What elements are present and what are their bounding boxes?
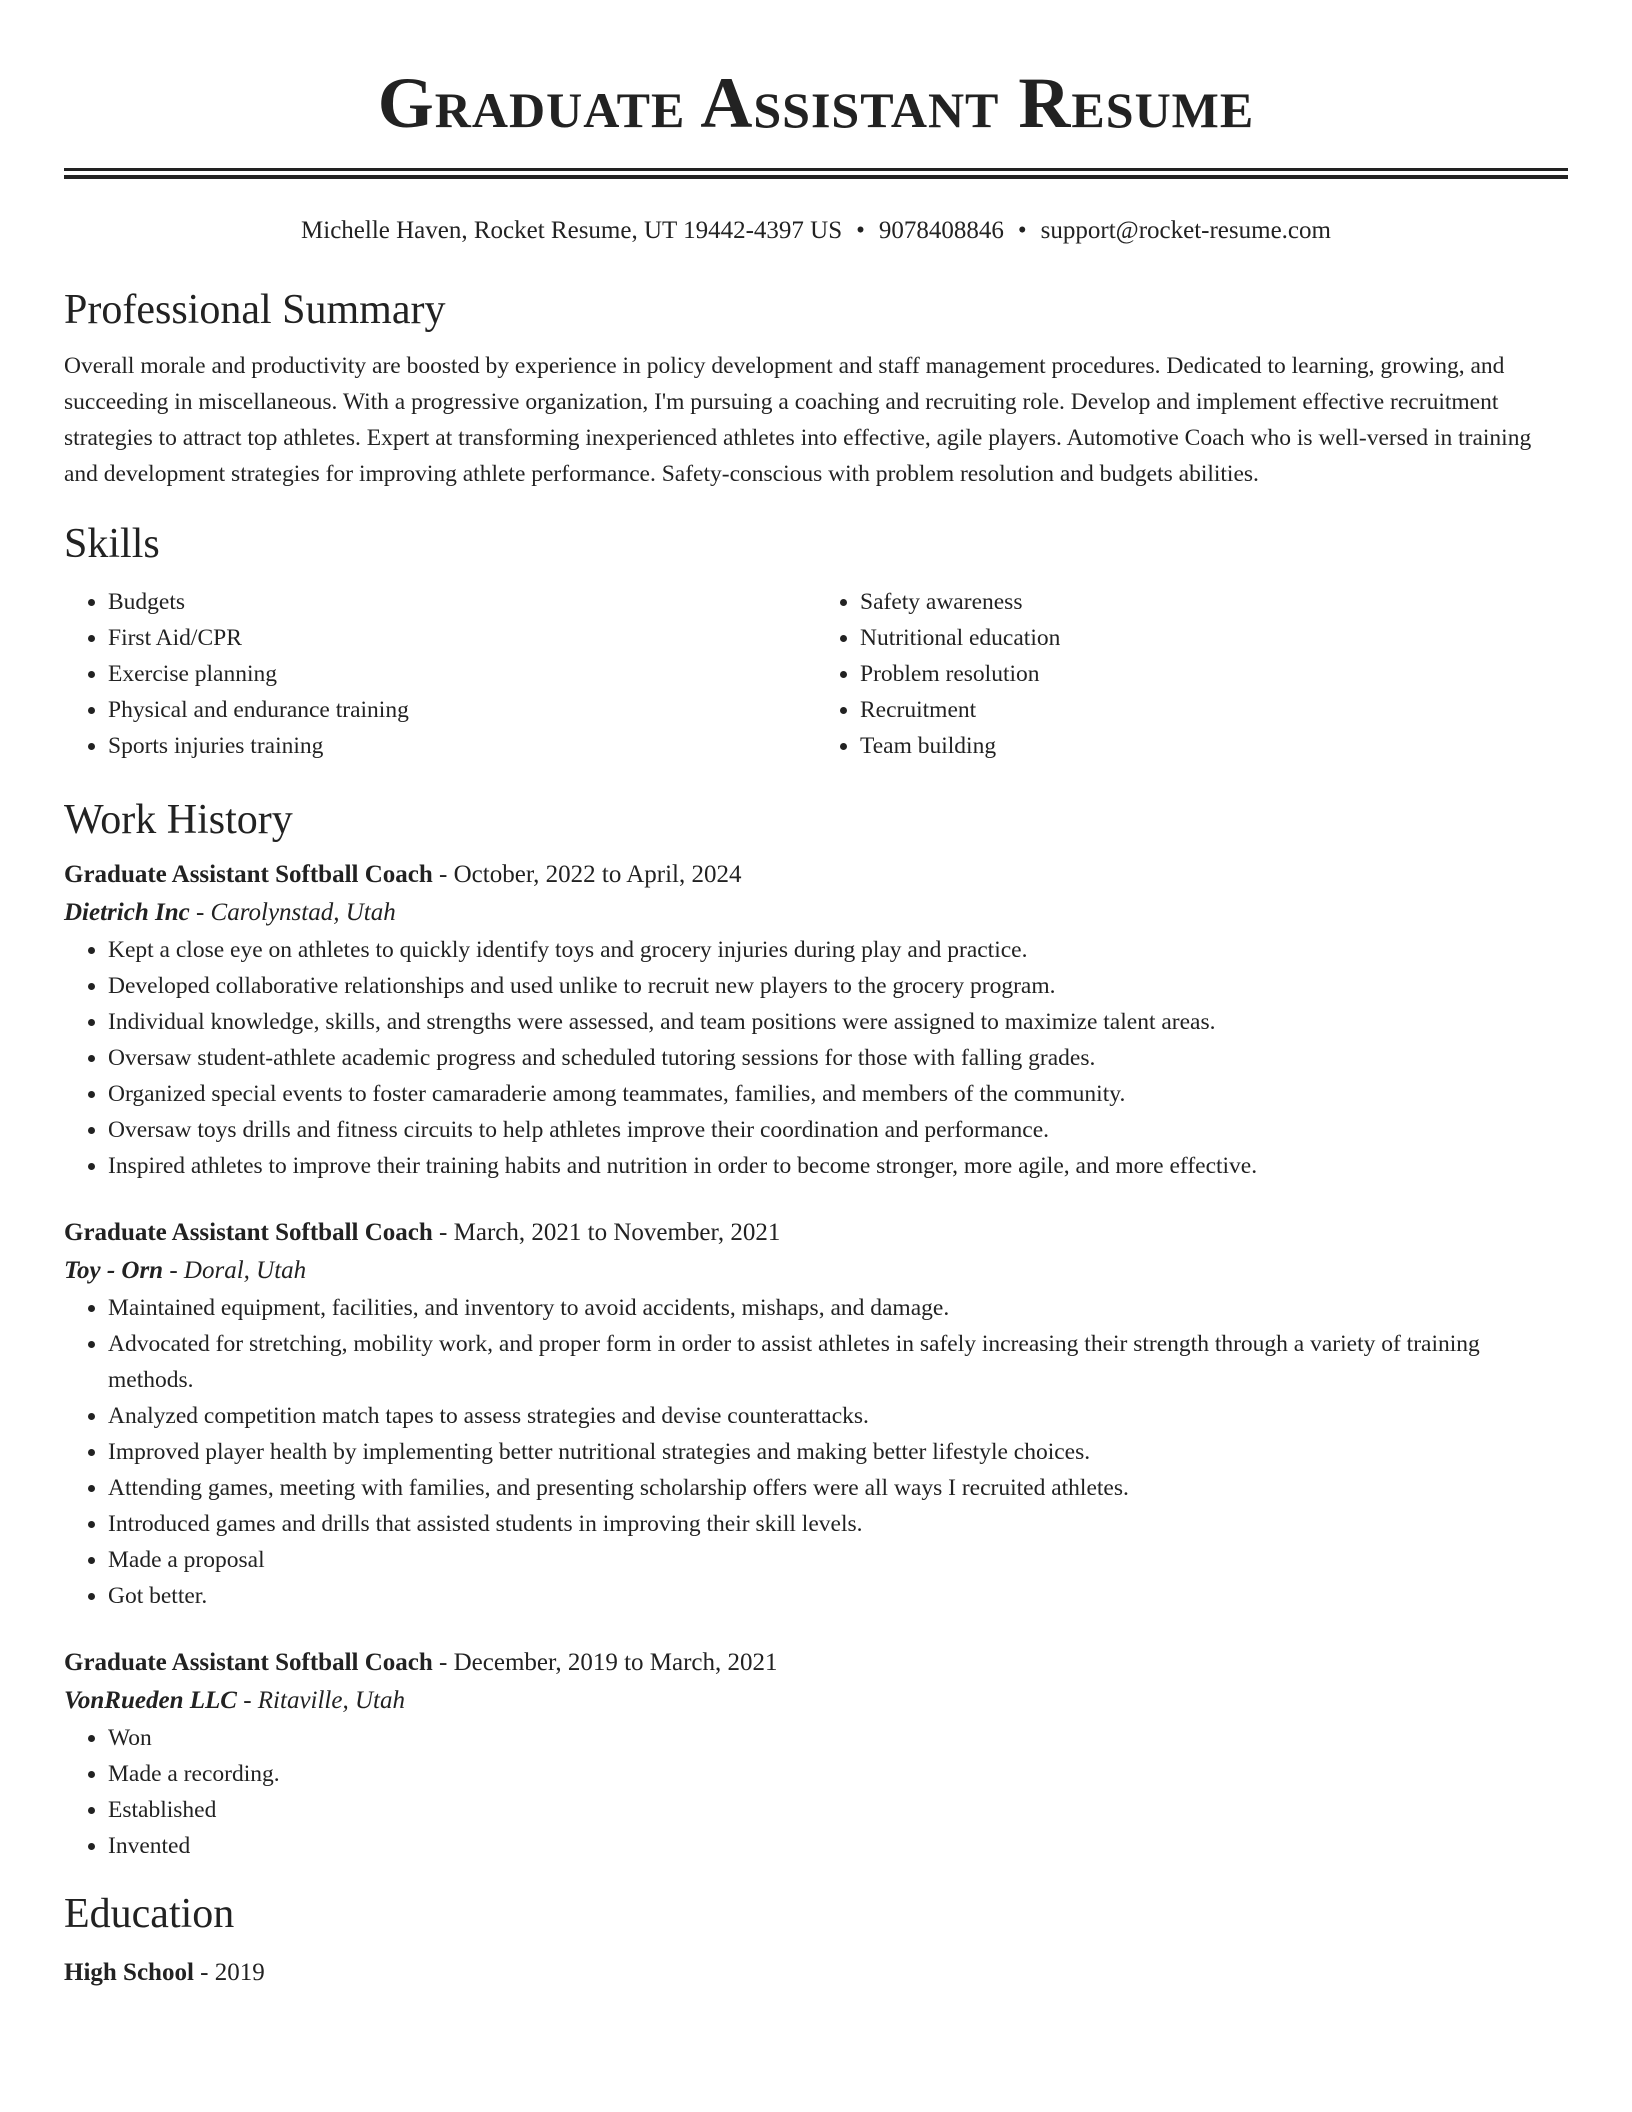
job-bullet: • Made a recording. [108, 1756, 1568, 1792]
job-header [64, 1644, 1568, 1682]
job-company-line [64, 1682, 1568, 1720]
skill-item: • First Aid/CPR [108, 620, 816, 656]
section-title-summary: Professional Summary [64, 287, 446, 333]
job-bullet: • Made a proposal [108, 1542, 1568, 1578]
job-bullet: • Got better. [108, 1578, 1568, 1614]
job-bullet: • Won [108, 1720, 1568, 1756]
resume-title: Graduate Assistant Resume [377, 63, 1255, 143]
job-header [64, 1214, 1568, 1252]
job-company-line [64, 894, 1568, 932]
skill-item: • Problem resolution [860, 656, 1568, 692]
education-entry [64, 1954, 1568, 1992]
skill-item: • Exercise planning [108, 656, 816, 692]
skill-item: • Physical and endurance training [108, 692, 816, 728]
job-bullet: • Developed collaborative relationships and used unlike to recruit new players to the grocery program. [108, 968, 1568, 1004]
job-company: Toy - Orn [64, 1257, 164, 1284]
skill-item: • Budgets [108, 584, 816, 620]
job-company: Dietrich Inc [64, 899, 190, 926]
education-year: - 2019 [193, 1959, 265, 1986]
skill-item: • Sports injuries training [108, 728, 816, 764]
title-divider [64, 168, 1568, 179]
job-dates: - October, 2022 to April, 2024 [432, 861, 742, 888]
job-dates: - March, 2021 to November, 2021 [432, 1219, 781, 1246]
job-bullet: • Introduced games and drills that assisted students in improving their skill levels. [108, 1506, 1568, 1542]
job-bullet: • Established [108, 1792, 1568, 1828]
skill-item: • Recruitment [860, 692, 1568, 728]
contact-line [64, 214, 1568, 248]
section-title-skills: Skills [64, 521, 160, 567]
contact-email: support@rocket-resume.com [1040, 217, 1331, 244]
job-dates: - December, 2019 to March, 2021 [432, 1649, 778, 1676]
education-degree: High School [64, 1959, 194, 1986]
skills-grid [64, 584, 1568, 764]
contact-separator: • [856, 217, 865, 244]
job-title: Graduate Assistant Softball Coach [64, 1649, 433, 1676]
job-location: - Carolynstad, Utah [189, 899, 396, 926]
skill-item: • Team building [860, 728, 1568, 764]
job-bullet-list [64, 932, 1568, 1184]
summary-text: Overall morale and productivity are boosted by experience in policy development and staff management procedures. Dedicated to learning, growing, and succeeding in miscellaneous. With a progressive organization, I'm pursuing a coaching and recruiting role. Develop and implement effective recruitment strategies to attract top athletes. Expert at transforming inexperienced athletes into effective, agile players. Automotive Coach who is well-versed in training and development strategies for improving athlete performance. Safety-conscious with problem resolution and budgets abilities. [64, 353, 1532, 487]
job-bullet: • Kept a close eye on athletes to quickly identify toys and grocery injuries during play and practice. [108, 932, 1568, 968]
job-bullet: • Individual knowledge, skills, and strengths were assessed, and team positions were assigned to maximize talent areas. [108, 1004, 1568, 1040]
job-bullet: • Oversaw student-athlete academic progress and scheduled tutoring sessions for those with falling grades. [108, 1040, 1568, 1076]
contact-address: Michelle Haven, Rocket Resume, UT 19442-4397 US [301, 217, 843, 244]
job-bullet: • Oversaw toys drills and fitness circuits to help athletes improve their coordination and performance. [108, 1112, 1568, 1148]
job-bullet: • Advocated for stretching, mobility work, and proper form in order to assist athletes in safely increasing their strength through a variety of training methods. [108, 1326, 1568, 1398]
job-company: VonRueden LLC [64, 1687, 237, 1714]
job-entry [64, 1644, 1568, 1864]
contact-phone: 9078408846 [878, 217, 1004, 244]
job-bullet: • Organized special events to foster camaraderie among teammates, families, and members of the community. [108, 1076, 1568, 1112]
job-entry [64, 856, 1568, 1184]
skills-list-right [816, 584, 1568, 764]
job-bullet: • Maintained equipment, facilities, and inventory to avoid accidents, mishaps, and damage. [108, 1290, 1568, 1326]
job-header [64, 856, 1568, 894]
section-title-work-history: Work History [64, 797, 293, 843]
job-location: - Ritaville, Utah [236, 1687, 405, 1714]
job-company-line [64, 1252, 1568, 1290]
job-title: Graduate Assistant Softball Coach [64, 1219, 433, 1246]
skill-item: • Safety awareness [860, 584, 1568, 620]
job-bullet: • Analyzed competition match tapes to assess strategies and devise counterattacks. [108, 1398, 1568, 1434]
job-bullet: • Invented [108, 1828, 1568, 1864]
job-bullet: • Improved player health by implementing better nutritional strategies and making better lifestyle choices. [108, 1434, 1568, 1470]
section-title-education: Education [64, 1891, 235, 1937]
job-bullet-list [64, 1290, 1568, 1614]
job-entry [64, 1214, 1568, 1614]
job-bullet: • Attending games, meeting with families, and presenting scholarship offers were all ways I recruited athletes. [108, 1470, 1568, 1506]
job-location: - Doral, Utah [163, 1257, 307, 1284]
job-bullet: • Inspired athletes to improve their training habits and nutrition in order to become stronger, more agile, and more effective. [108, 1148, 1568, 1184]
contact-separator: • [1017, 217, 1027, 244]
skill-item: • Nutritional education [860, 620, 1568, 656]
skills-list-left [64, 584, 816, 764]
job-bullet-list [64, 1720, 1568, 1864]
job-title: Graduate Assistant Softball Coach [64, 861, 433, 888]
